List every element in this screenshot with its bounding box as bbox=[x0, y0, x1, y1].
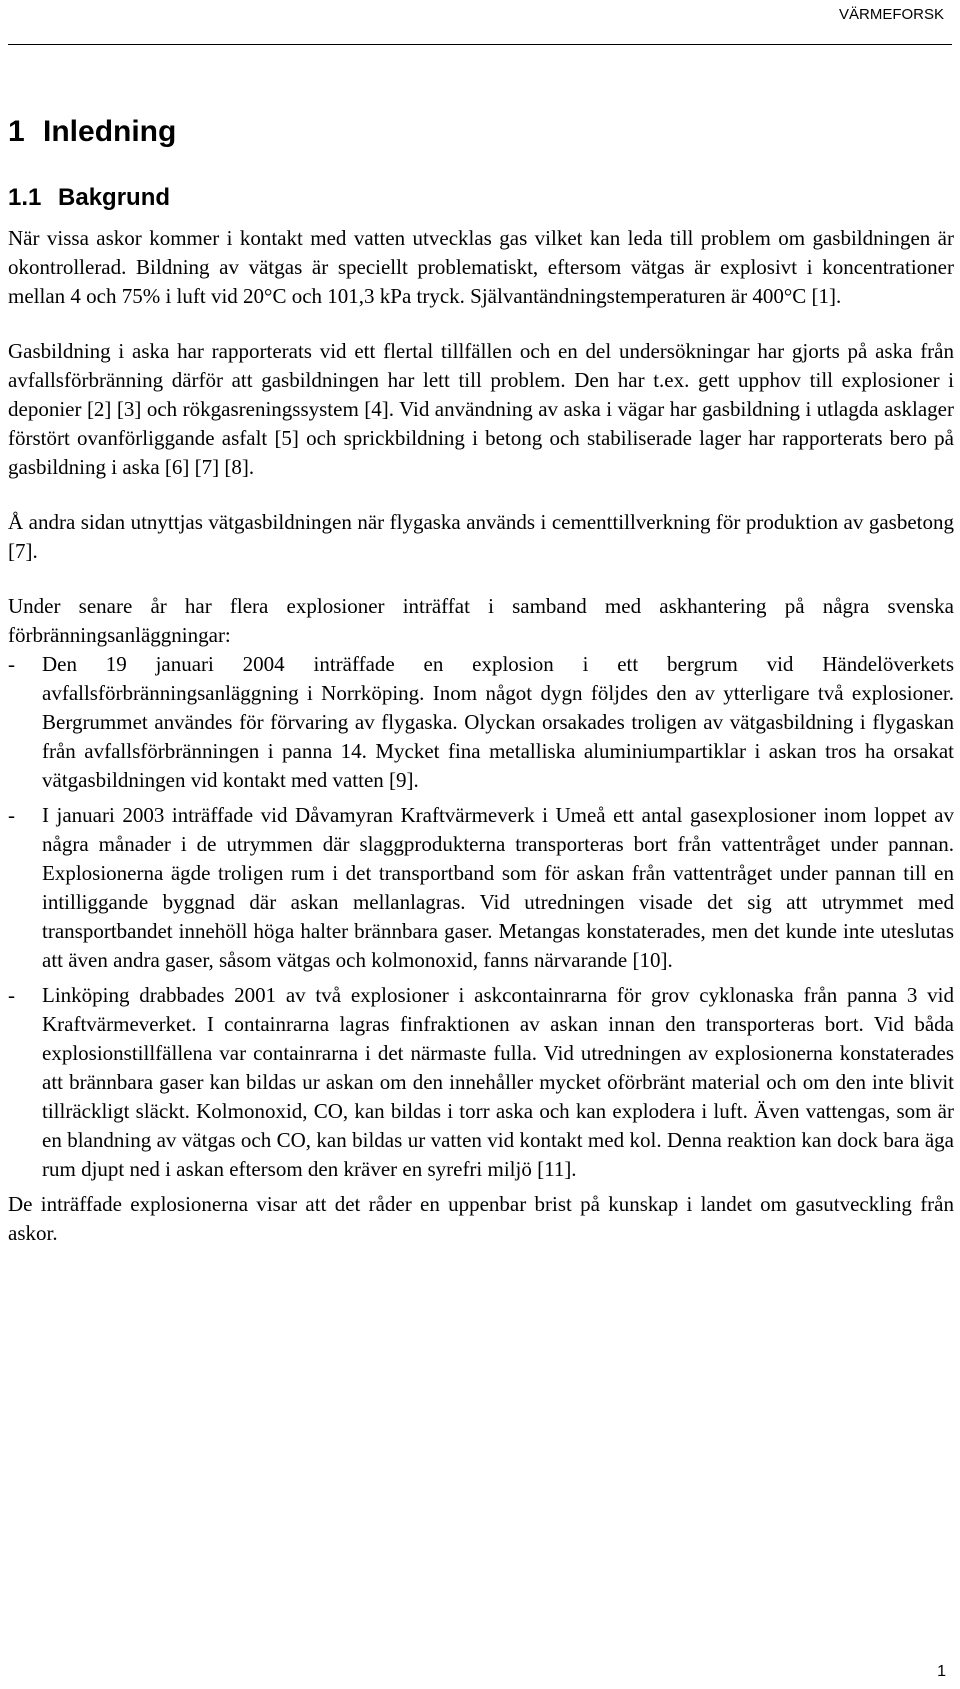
list-dash-marker: - bbox=[8, 652, 15, 676]
subsection-heading-bakgrund: 1.1 Bakgrund bbox=[8, 184, 171, 211]
incident-text: Den 19 januari 2004 inträffade en explosion i ett bergrum vid Händelöverkets avfallsförbränningsanläggning i Norrköping. Inom något dygn följdes den av ytterligare två explosioner. Bergrummet användes för förvaring av flygaska. Olyckan orsakades troligen av vätgasbildning i flygaskan från avfallsförbränningen i panna 14. Mycket fina metalliska aluminiumpartiklar i askan tros ha orsakat vätgasbildningen vid kontakt med vatten [9]. bbox=[42, 652, 954, 792]
paragraph-explosioner-intro: Under senare år har flera explosioner inträffat i samband med askhantering på några svenska förbränningsanläggningar: bbox=[8, 594, 954, 647]
document-body bbox=[8, 112, 954, 1248]
header-label: VÄRMEFORSK bbox=[838, 6, 944, 23]
header-divider bbox=[8, 44, 952, 45]
paragraph-intro: När vissa askor kommer i kontakt med vatten utvecklas gas vilket kan leda till problem om gasbildningen är okontrollerad. Bildning av vätgas är speciellt problematiskt, eftersom vätgas är explosivt i koncentrationer mellan 4 och 75% i luft vid 20°C och 101,3 kPa tryck. Självantändningstemperaturen är 400°C [1]. bbox=[8, 226, 954, 308]
list-item bbox=[8, 981, 954, 1184]
section-heading-inledning: 1 Inledning bbox=[8, 115, 177, 148]
page-number: 1 bbox=[937, 1663, 946, 1680]
incident-text: Linköping drabbades 2001 av två explosioner i askcontainrarna för grov cyklonaska från panna 3 vid Kraftvärmeverket. I containrarna lagras finfraktionen av askan innan den transporteras bort. Vid båda explosionstillfällena var containrarna i det närmaste fulla. Vid utredningen av explosionerna konstaterades att brännbara gaser kan bildas ur askan om den innehåller mycket oförbränt material och om den inte blivit tillräckligt släckt. Kolmonoxid, CO, kan bildas i torr aska och kan explodera i luft. Även vattengas, som är en blandning av vätgas och CO, kan bildas ur vatten vid kontakt med kol. Denna reaktion kan dock bara äga rum djupt ned i askan eftersom den kräver en syrefri miljö [11]. bbox=[42, 983, 954, 1181]
list-item bbox=[8, 801, 954, 975]
paragraph-closing: De inträffade explosionerna visar att det råder en uppenbar brist på kunskap i landet om gasutveckling från askor. bbox=[8, 1192, 954, 1245]
paragraph-gasbildning: Gasbildning i aska har rapporterats vid ett flertal tillfällen och en del undersökningar har gjorts på aska från avfallsförbränning därför att gasbildningen har lett till problem. Den har t.ex. gett upphov till explosioner i deponier [2] [3] och rökgasreningssystem [4]. Vid användning av aska i vägar har gasbildning i utlagda asklager förstört ovanförliggande asfalt [5] och sprickbildning i betong och stabiliserade lager har rapporterats bero på gasbildning i aska [6] [7] [8]. bbox=[8, 339, 954, 479]
list-dash-marker: - bbox=[8, 983, 15, 1007]
list-dash-marker: - bbox=[8, 803, 15, 827]
list-item bbox=[8, 650, 954, 795]
incident-list bbox=[8, 650, 954, 1184]
incident-text: I januari 2003 inträffade vid Dåvamyran Kraftvärmeverk i Umeå ett antal gasexplosioner inom loppet av några månader i de utrymmen där slaggprodukterna transporteras bort från vattentråget under pannan. Explosionerna ägde troligen rum i det transportband som för askan från vattentråget under pannan till en intilliggande byggnad där askan mellanlagras. Vid utredningen visade det sig att utrymmet med transportbandet innehöll höga halter brännbara gaser. Metangas konstaterades, men det kunde inte uteslutas att även andra gaser, såsom vätgas och kolmonoxid, fanns närvarande [10]. bbox=[42, 803, 954, 972]
paragraph-vatgasbildning: Å andra sidan utnyttjas vätgasbildningen när flygaska används i cementtillverkning för produktion av gasbetong [7]. bbox=[8, 510, 954, 563]
